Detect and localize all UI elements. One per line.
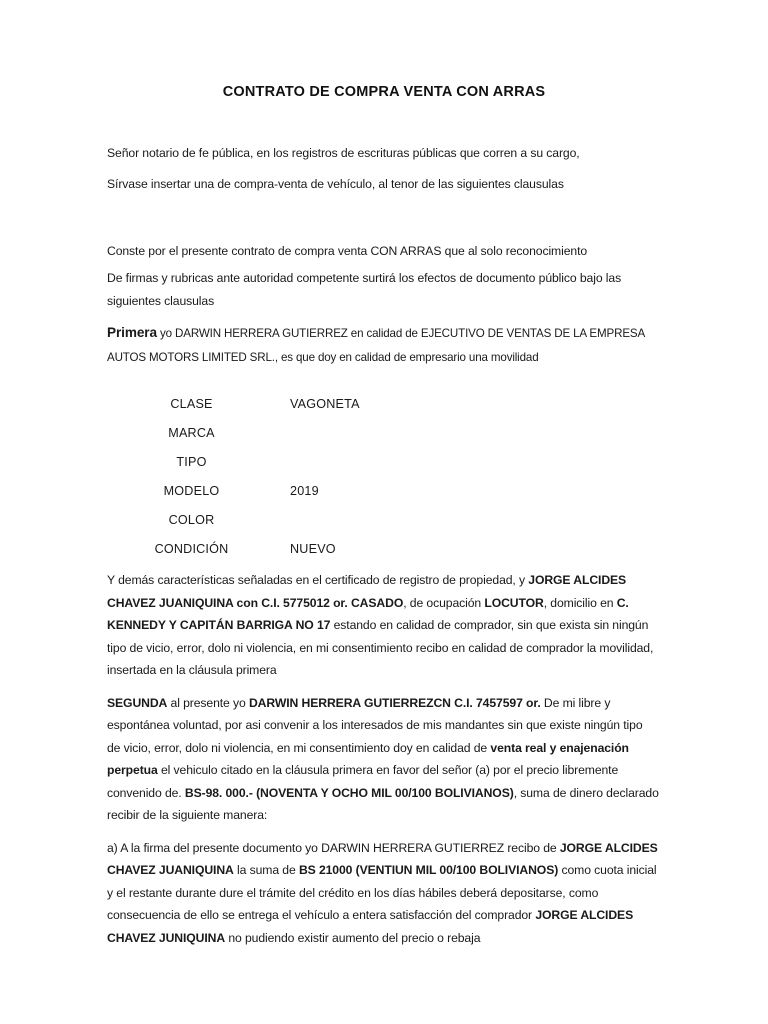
spec-label: TIPO <box>176 454 207 469</box>
spacer <box>107 369 659 389</box>
intro-line-1: Señor notario de fe pública, en los registros de escrituras públicas que corren a su cargo, <box>107 146 580 160</box>
clause-segunda-heading: SEGUNDA <box>107 695 168 710</box>
clause-a-seg-3: la suma de <box>233 863 299 877</box>
table-row <box>107 534 659 563</box>
table-row <box>107 389 659 418</box>
buyer-name-ci: JORGE ALCIDES CHAVEZ JUANIQUINA con C.I. 5775012 or. CASADO <box>107 573 627 610</box>
clause-a-seg-1: a) A la firma del presente documento yo DARWIN HERRERA GUTIERREZ recibo de <box>107 840 560 855</box>
spacer <box>107 827 659 837</box>
table-row <box>107 476 659 505</box>
total-price: BS-98. 000.- (NOVENTA Y OCHO MIL 00/100 BOLIVIANOS) <box>184 785 514 800</box>
spec-value: VAGONETA <box>290 396 360 411</box>
segunda-seg-1: al presente yo <box>167 695 249 710</box>
clause-a-seg-7: no pudiendo existir aumento del precio o rebaja <box>225 930 481 945</box>
page-title: CONTRATO DE COMPRA VENTA CON ARRAS <box>222 84 546 100</box>
down-payment-amount: BS 21000 (VENTIUN MIL 00/100 BOLIVIANOS) <box>298 863 559 877</box>
spec-label: COLOR <box>168 512 215 527</box>
seller-name-ci: DARWIN HERRERA GUTIERREZCN C.I. 7457597 or. <box>248 695 541 710</box>
buyer-seg-7: estando en calidad de comprador, sin que exista sin ningún tipo de vicio, error, dolo ni violencia, en mi consentimiento recibo en calidad de comprador la movilidad, insertada en la cláusula primera <box>107 618 654 677</box>
preamble-line-1: Conste por el presente contrato de compra venta CON ARRAS que al solo reconocimiento <box>107 244 588 258</box>
vehicle-spec-table <box>107 389 659 563</box>
spec-value: 2019 <box>290 483 319 498</box>
table-row <box>107 505 659 534</box>
preamble-line-2: De firmas y rubricas ante autoridad competente surtirá los efectos de documento público bajo las siguientes clausulas <box>107 271 622 308</box>
table-row <box>107 418 659 447</box>
payer-name: JORGE ALCIDES CHAVEZ JUANIQUINA <box>107 840 658 877</box>
buyer-seg-3: , de ocupación <box>403 595 485 610</box>
spacer <box>107 682 659 692</box>
spec-label: MODELO <box>163 483 220 498</box>
document-body <box>107 138 659 949</box>
segunda-seg-5: el vehiculo citado en la cláusula primera en favor del señor (a) por el precio libremente convenido de. <box>107 763 619 800</box>
intro-line-2: Sírvase insertar una de compra-venta de vehículo, al tenor de las siguientes clausulas <box>107 177 564 191</box>
spec-value: NUEVO <box>290 541 336 556</box>
spacer <box>107 200 659 236</box>
clause-a-seg-5: como cuota inicial y el restante durante dure el trámite del crédito en los días hábiles deberá depositarse, como consecuencia de ello se entrega el vehículo a entera satisfacción del comprador <box>107 863 657 922</box>
table-row <box>107 447 659 476</box>
segunda-seg-3: De mi libre y espontánea voluntad, por asi convenir a los interesados de mis mandantes sin que existe ningún tipo de vicio, error, dolo ni violencia, en mi consentimiento doy en calidad de <box>107 695 643 755</box>
spacer <box>107 312 659 322</box>
segunda-seg-7: , suma de dinero declarado recibir de la siguiente manera: <box>107 785 659 822</box>
buyer-occupation: LOCUTOR <box>484 595 544 610</box>
clause-segunda <box>107 692 659 827</box>
buyer-seg-1: Y demás características señaladas en el certificado de registro de propiedad, y <box>107 573 529 587</box>
clause-primera-text: yo DARWIN HERRERA GUTIERREZ en calidad de EJECUTIVO DE VENTAS DE LA EMPRESA AUTOS MOTORS LIMITED SRL., es que doy en calidad de empresario una movilidad <box>107 327 645 364</box>
spec-label: CLASE <box>170 396 213 411</box>
sale-type: venta real y enajenación perpetua <box>107 740 629 777</box>
buyer-address: C. KENNEDY Y CAPITÁN BARRIGA NO 17 <box>107 595 629 632</box>
spec-label: MARCA <box>168 425 215 440</box>
buyer-seg-5: , domicilio en <box>543 595 617 610</box>
buyer-name-final: JORGE ALCIDES CHAVEZ JUNIQUINA <box>107 908 634 945</box>
buyer-paragraph <box>107 569 659 682</box>
clause-primera <box>107 322 659 369</box>
clause-primera-heading: Primera <box>107 325 157 340</box>
clause-a-payment <box>107 837 659 950</box>
spec-label: CONDICIÓN <box>154 541 229 556</box>
